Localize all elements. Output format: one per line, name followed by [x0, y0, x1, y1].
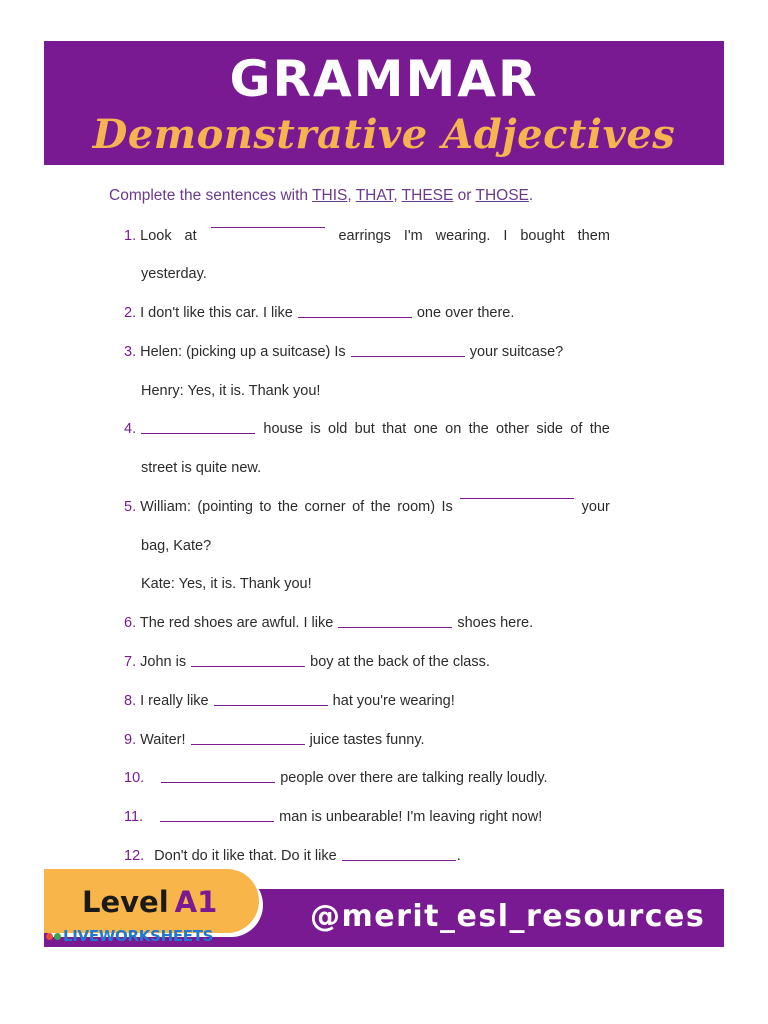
item-number: 10.: [124, 770, 145, 786]
answer-blank[interactable]: [211, 226, 325, 228]
item-word: earrings: [338, 228, 391, 244]
answer-blank[interactable]: [351, 355, 465, 357]
item-number: 6.: [124, 615, 137, 631]
item-word: other: [496, 421, 530, 437]
item-word: one: [413, 421, 438, 437]
item-number: 4.: [124, 421, 137, 437]
instruction-prefix: Complete the sentences with: [109, 187, 313, 204]
exercise-item-9: [124, 730, 425, 750]
answer-blank[interactable]: [460, 497, 574, 499]
item-word: house: [263, 421, 303, 437]
item-text-after: shoes here.: [453, 615, 534, 631]
item-number: 8.: [124, 693, 137, 709]
instruction-separator: ,: [347, 187, 356, 204]
item-word: of: [570, 421, 583, 437]
author-handle: @merit_esl_resources: [310, 899, 706, 934]
title-banner: [44, 41, 724, 165]
answer-blank[interactable]: [191, 743, 305, 745]
item-word: the: [277, 499, 299, 515]
answer-blank[interactable]: [214, 704, 328, 706]
page-title: GRAMMAR: [229, 50, 539, 108]
item-continuation: street is quite new.: [141, 460, 262, 476]
item-word: 5. William:: [124, 499, 191, 515]
answer-blank[interactable]: [161, 781, 275, 783]
item-number: 3.: [124, 344, 137, 360]
item-text-before: John is: [140, 654, 191, 670]
item-text-before: The red shoes are awful. I like: [139, 615, 338, 631]
item-text-after: man is unbearable! I'm leaving right now!: [275, 809, 543, 825]
item-number: 2.: [124, 305, 137, 321]
liveworksheets-text: LIVEWORKSHEETS: [63, 927, 214, 945]
instruction-separator: or: [453, 187, 476, 204]
keyword-those: THOSE: [475, 187, 529, 204]
instruction-separator: ,: [393, 187, 402, 204]
item-text-after: people over there are talking really loudly.: [276, 770, 548, 786]
item-word: wearing.: [435, 228, 491, 244]
item-text-before: I really like: [140, 693, 213, 709]
item-continuation: yesterday.: [141, 266, 207, 282]
answer-blank[interactable]: [338, 626, 452, 628]
keyword-this: THIS: [312, 187, 348, 204]
item-word: on: [445, 421, 462, 437]
item-word: but: [354, 421, 375, 437]
exercise-item-6: [124, 613, 533, 633]
liveworksheets-icon: [46, 933, 61, 940]
item-number: 5.: [124, 499, 137, 515]
item-word: old: [328, 421, 348, 437]
item-word: is: [310, 421, 321, 437]
item-word: the: [370, 499, 391, 515]
exercise-item-1: [124, 226, 610, 246]
item-continuation: bag, Kate?: [141, 538, 212, 554]
item-word: bought: [520, 228, 565, 244]
item-number: 11.: [124, 809, 144, 825]
exercise-item-11: [124, 807, 542, 827]
item-word: room): [397, 499, 436, 515]
answer-blank[interactable]: [141, 432, 255, 434]
level-label: [82, 884, 217, 920]
item-word: at: [184, 228, 197, 244]
exercise-item-8: [124, 691, 455, 711]
item-number: 12.: [124, 848, 145, 864]
keyword-these: THESE: [401, 187, 454, 204]
item-word: to: [259, 499, 272, 515]
item-word: corner: [304, 499, 346, 515]
item-word: I'm: [403, 228, 423, 244]
exercise-item-10: [124, 768, 548, 788]
liveworksheets-logo[interactable]: [46, 927, 213, 945]
item-text-after: .: [456, 848, 461, 864]
page-subtitle: Demonstrative Adjectives: [92, 111, 676, 158]
item-number: 9.: [124, 732, 137, 748]
item-reply: Henry: Yes, it is. Thank you!: [141, 383, 321, 399]
item-text-after: juice tastes funny.: [305, 732, 425, 748]
instruction-suffix: .: [528, 187, 534, 204]
item-word: (pointing: [197, 499, 253, 515]
item-word: 1. Look: [124, 228, 172, 244]
exercise-item-7: [124, 652, 490, 672]
item-text-after: your suitcase?: [465, 344, 564, 360]
answer-blank[interactable]: [298, 316, 412, 318]
item-word: that: [382, 421, 407, 437]
exercise-item-12: [124, 846, 461, 866]
item-word: Is: [441, 499, 453, 515]
item-word: your: [581, 499, 610, 515]
exercise-item-3: [124, 342, 563, 362]
answer-blank[interactable]: [342, 859, 456, 861]
item-number: 1.: [124, 228, 137, 244]
answer-blank[interactable]: [191, 665, 305, 667]
level-code: A1: [174, 885, 218, 919]
level-word: Level: [82, 885, 169, 919]
item-text-before: Helen: (picking up a suitcase) Is: [140, 344, 350, 360]
item-word: of: [352, 499, 365, 515]
exercise-item-5: [124, 497, 610, 517]
item-reply: Kate: Yes, it is. Thank you!: [141, 576, 312, 592]
item-word: them: [577, 228, 610, 244]
item-word: the: [589, 421, 610, 437]
item-text-after: one over there.: [412, 305, 515, 321]
item-text-before: Don't do it like that. Do it like: [154, 848, 341, 864]
item-word: I: [503, 228, 508, 244]
keyword-that: THAT: [355, 187, 394, 204]
item-text-after: hat you're wearing!: [328, 693, 455, 709]
item-word: side: [536, 421, 563, 437]
instruction-text: [109, 187, 533, 205]
item-number: 7.: [124, 654, 137, 670]
answer-blank[interactable]: [160, 820, 274, 822]
item-lead: [124, 419, 256, 439]
item-text-after: boy at the back of the class.: [306, 654, 490, 670]
item-text-before: I don't like this car. I like: [140, 305, 297, 321]
exercise-item-4: [124, 419, 610, 439]
exercise-item-2: [124, 303, 514, 323]
item-text-before: Waiter!: [140, 732, 190, 748]
item-word: the: [468, 421, 489, 437]
